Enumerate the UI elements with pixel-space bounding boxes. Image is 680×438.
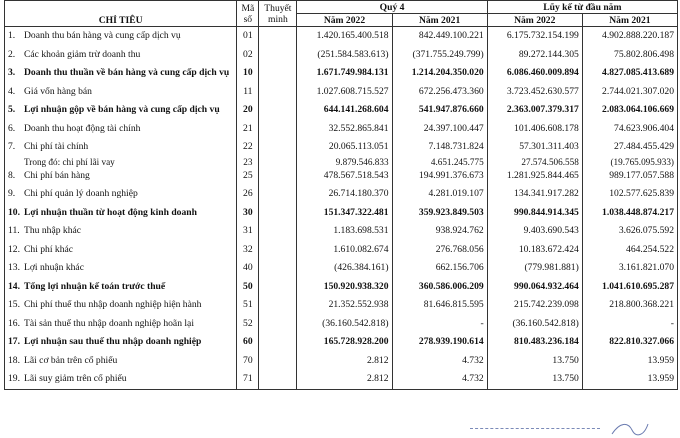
value-q2022: 1.420.165.400.518: [297, 27, 392, 46]
row-label: [5, 333, 237, 352]
row-label-text: Trong đó: chi phí lãi vay: [24, 156, 115, 167]
row-note: [259, 64, 297, 83]
value-q2022: 150.920.938.320: [297, 278, 392, 297]
value-y2022: 134.341.917.282: [487, 185, 582, 204]
row-label-text: Chi phí bán hàng: [24, 169, 90, 181]
value-y2022: 6.175.732.154.199: [487, 27, 582, 46]
row-note: [259, 167, 297, 186]
row-label-text: Giá vốn hàng bán: [24, 85, 92, 97]
value-y2022: 101.406.608.178: [487, 120, 582, 139]
row-index: 2.: [8, 48, 16, 60]
value-q2022: 2.812: [297, 352, 392, 371]
value-y2021: 4.827.085.413.689: [582, 64, 677, 83]
value-y2022: 1.281.925.844.465: [487, 167, 582, 186]
row-index: 9.: [8, 188, 16, 200]
value-y2022: 13.750: [487, 370, 582, 389]
value-y2022: 10.183.672.424: [487, 241, 582, 260]
value-y2021: 2.744.021.307.020: [582, 83, 677, 102]
value-y2022: 990.844.914.345: [487, 204, 582, 223]
header-quy4-2022: Năm 2022: [297, 14, 392, 27]
row-label-text: Lãi suy giảm trên cổ phiếu: [24, 373, 127, 385]
row-index: 10.: [8, 206, 20, 218]
row-note: [259, 296, 297, 315]
row-label: [5, 27, 237, 46]
value-y2022: 27.574.506.558: [487, 157, 582, 167]
header-ma-so-line1: Mã: [241, 2, 255, 14]
header-quy4: Quý 4: [297, 1, 487, 14]
table-row: [5, 101, 678, 120]
value-y2021: 4.902.888.220.187: [582, 27, 677, 46]
header-chi-tieu: CHỈ TIÊU: [5, 1, 237, 27]
value-y2022: 215.742.239.098: [487, 296, 582, 315]
value-q2022: 165.728.928.200: [297, 333, 392, 352]
row-note: [259, 278, 297, 297]
row-code: 52: [237, 315, 259, 334]
value-q2021: 938.924.762: [392, 222, 487, 241]
row-label-text: Chi phí thuế thu nhập doanh nghiệp hiện hành: [24, 299, 202, 311]
table-row: [5, 241, 678, 260]
header-luyke-2022: Năm 2022: [487, 14, 582, 27]
value-y2021: 464.254.522: [582, 241, 677, 260]
value-q2022: (251.584.583.613): [297, 46, 392, 65]
value-q2021: 1.214.204.350.020: [392, 64, 487, 83]
value-q2022: 20.065.113.051: [297, 138, 392, 157]
value-q2022: 26.714.180.370: [297, 185, 392, 204]
row-label-text: Lợi nhuận sau thuế thu nhập doanh nghiệp: [24, 336, 202, 348]
value-q2022: 1.610.082.674: [297, 241, 392, 260]
value-q2021: 4.281.019.107: [392, 185, 487, 204]
header-thuyet-minh: [259, 1, 297, 27]
value-y2021: 3.161.821.070: [582, 259, 677, 278]
table-row: [5, 370, 678, 389]
value-q2021: 541.947.876.660: [392, 101, 487, 120]
row-label: [5, 157, 237, 167]
table-row: [5, 278, 678, 297]
value-q2022: 478.567.518.543: [297, 167, 392, 186]
row-label-text: Doanh thu hoạt động tài chính: [24, 122, 141, 134]
row-code: 70: [237, 352, 259, 371]
value-y2021: 13.959: [582, 352, 677, 371]
row-label: [5, 120, 237, 139]
row-index: 6.: [8, 122, 16, 134]
row-code: 31: [237, 222, 259, 241]
row-label: [5, 222, 237, 241]
value-q2021: 24.397.100.447: [392, 120, 487, 139]
value-q2022: 9.879.546.833: [297, 157, 392, 167]
row-index: 7.: [8, 141, 16, 153]
row-note: [259, 259, 297, 278]
row-label: [5, 64, 237, 83]
row-note: [259, 138, 297, 157]
value-y2021: 822.810.327.066: [582, 333, 677, 352]
row-index: 3.: [8, 67, 16, 79]
header-luy-ke: Lũy kế từ đầu năm: [487, 1, 677, 14]
value-q2021: 4.732: [392, 370, 487, 389]
row-note: [259, 83, 297, 102]
row-code: 50: [237, 278, 259, 297]
value-q2022: 2.812: [297, 370, 392, 389]
row-code: 40: [237, 259, 259, 278]
table-row: [5, 64, 678, 83]
row-index: 16.: [8, 317, 20, 329]
value-y2022: (36.160.542.818): [487, 315, 582, 334]
table-row: [5, 222, 678, 241]
row-code: 25: [237, 167, 259, 186]
row-note: [259, 120, 297, 139]
table-row: [5, 27, 678, 46]
row-label-text: Doanh thu thuần về bán hàng và cung cấp dịch vụ: [24, 67, 230, 79]
row-code: 23: [237, 157, 259, 167]
value-y2021: 989.177.057.588: [582, 167, 677, 186]
row-label: [5, 185, 237, 204]
row-label-text: Chi phí tài chính: [24, 141, 89, 153]
header-ma-so: [237, 1, 259, 27]
row-note: [259, 315, 297, 334]
row-label: [5, 138, 237, 157]
table-row: [5, 120, 678, 139]
signature-stamp-mark: [470, 428, 600, 435]
value-y2022: 6.086.460.009.894: [487, 64, 582, 83]
row-code: 71: [237, 370, 259, 389]
row-note: [259, 370, 297, 389]
value-y2022: 57.301.311.403: [487, 138, 582, 157]
row-label: [5, 259, 237, 278]
value-q2021: 662.156.706: [392, 259, 487, 278]
table-row: [5, 46, 678, 65]
row-index: 11.: [8, 225, 20, 237]
value-q2021: -: [392, 315, 487, 334]
value-q2022: 1.671.749.984.131: [297, 64, 392, 83]
value-q2022: 151.347.322.481: [297, 204, 392, 223]
row-label: [5, 83, 237, 102]
row-label-text: Lợi nhuận khác: [24, 262, 84, 274]
table-row: [5, 352, 678, 371]
value-y2021: 27.484.455.429: [582, 138, 677, 157]
value-y2021: 3.626.075.592: [582, 222, 677, 241]
value-y2021: 75.802.806.498: [582, 46, 677, 65]
row-code: 60: [237, 333, 259, 352]
row-label-text: Lợi nhuận thuần từ hoạt động kinh doanh: [24, 206, 197, 218]
value-y2021: -: [582, 315, 677, 334]
row-code: 22: [237, 138, 259, 157]
row-label: [5, 204, 237, 223]
row-note: [259, 241, 297, 260]
row-note: [259, 333, 297, 352]
value-y2021: 102.577.625.839: [582, 185, 677, 204]
table-body: [5, 27, 678, 390]
row-note: [259, 222, 297, 241]
row-index: 12.: [8, 243, 20, 255]
table-row: [5, 185, 678, 204]
row-label-text: Lợi nhuận gộp về bán hàng và cung cấp dịch vụ: [24, 104, 220, 116]
row-index: 8.: [8, 169, 16, 181]
value-y2022: 990.064.932.464: [487, 278, 582, 297]
table-row: [5, 296, 678, 315]
row-note: [259, 352, 297, 371]
row-label: [5, 278, 237, 297]
table-row: [5, 157, 678, 167]
value-y2022: 9.403.690.543: [487, 222, 582, 241]
value-y2022: 89.272.144.305: [487, 46, 582, 65]
row-code: 51: [237, 296, 259, 315]
row-index: 18.: [8, 354, 20, 366]
row-code: 02: [237, 46, 259, 65]
row-note: [259, 46, 297, 65]
row-index: 13.: [8, 262, 20, 274]
value-y2021: 74.623.906.404: [582, 120, 677, 139]
row-label-text: Doanh thu bán hàng và cung cấp dịch vụ: [24, 30, 181, 42]
value-y2022: 13.750: [487, 352, 582, 371]
row-code: 26: [237, 185, 259, 204]
row-label-text: Tài sản thuế thu nhập doanh nghiệp hoãn lại: [24, 317, 194, 329]
value-y2021: 218.800.368.221: [582, 296, 677, 315]
value-q2022: (36.160.542.818): [297, 315, 392, 334]
value-y2021: 2.083.064.106.669: [582, 101, 677, 120]
row-label: [5, 370, 237, 389]
value-q2022: (426.384.161): [297, 259, 392, 278]
row-index: 4.: [8, 85, 16, 97]
row-code: 11: [237, 83, 259, 102]
header-luyke-2021: Năm 2021: [582, 14, 677, 27]
row-index: 14.: [8, 280, 20, 292]
row-label-text: Các khoản giảm trừ doanh thu: [24, 48, 141, 60]
value-q2022: 32.552.865.841: [297, 120, 392, 139]
value-q2021: 360.586.006.209: [392, 278, 487, 297]
row-label: [5, 46, 237, 65]
row-index: 1.: [8, 30, 16, 42]
value-q2021: 7.148.731.824: [392, 138, 487, 157]
value-q2021: 4.651.245.775: [392, 157, 487, 167]
row-code: 32: [237, 241, 259, 260]
table-row: [5, 138, 678, 157]
row-note: [259, 204, 297, 223]
row-label: [5, 315, 237, 334]
row-index: 15.: [8, 299, 20, 311]
row-label-text: Lãi cơ bản trên cổ phiếu: [24, 354, 118, 366]
row-label: [5, 241, 237, 260]
table-row: [5, 167, 678, 186]
value-q2021: 276.768.056: [392, 241, 487, 260]
value-q2021: 4.732: [392, 352, 487, 371]
value-q2022: 1.027.608.715.527: [297, 83, 392, 102]
table-row: [5, 204, 678, 223]
row-note: [259, 101, 297, 120]
value-q2021: 842.449.100.221: [392, 27, 487, 46]
value-q2022: 1.183.698.531: [297, 222, 392, 241]
value-y2022: 810.483.236.184: [487, 333, 582, 352]
row-label-text: Chi phí quản lý doanh nghiệp: [24, 188, 138, 200]
income-statement-table: [4, 0, 678, 390]
value-q2022: 644.141.268.604: [297, 101, 392, 120]
value-q2021: 278.939.190.614: [392, 333, 487, 352]
row-label: [5, 167, 237, 186]
value-y2022: (779.981.881): [487, 259, 582, 278]
row-label-text: Tổng lợi nhuận kế toán trước thuế: [24, 280, 166, 292]
table-row: [5, 315, 678, 334]
value-q2021: (371.755.249.799): [392, 46, 487, 65]
row-label: [5, 296, 237, 315]
value-y2021: 13.959: [582, 370, 677, 389]
header-thuyet-minh-line1: Thuyết: [264, 2, 292, 14]
row-label: [5, 352, 237, 371]
header-thuyet-minh-line2: minh: [268, 13, 288, 25]
value-q2021: 81.646.815.595: [392, 296, 487, 315]
row-code: 30: [237, 204, 259, 223]
signature-scribble: [610, 418, 650, 438]
row-label-text: Chi phí khác: [24, 243, 74, 255]
row-note: [259, 157, 297, 167]
row-index: 5.: [8, 104, 16, 116]
table-row: [5, 259, 678, 278]
table-row: [5, 83, 678, 102]
row-label: [5, 101, 237, 120]
value-q2022: 21.352.552.938: [297, 296, 392, 315]
row-code: 21: [237, 120, 259, 139]
value-q2021: 672.256.473.360: [392, 83, 487, 102]
row-note: [259, 27, 297, 46]
value-q2021: 359.923.849.503: [392, 204, 487, 223]
row-code: 01: [237, 27, 259, 46]
row-code: 10: [237, 64, 259, 83]
value-q2021: 194.991.376.673: [392, 167, 487, 186]
header-ma-so-line2: số: [243, 13, 253, 25]
table-row: [5, 333, 678, 352]
value-y2021: (19.765.095.933): [582, 157, 677, 167]
value-y2021: 1.038.448.874.217: [582, 204, 677, 223]
value-y2021: 1.041.610.695.287: [582, 278, 677, 297]
row-code: 20: [237, 101, 259, 120]
value-y2022: 3.723.452.630.577: [487, 83, 582, 102]
value-y2022: 2.363.007.379.317: [487, 101, 582, 120]
row-label-text: Thu nhập khác: [24, 225, 82, 237]
row-index: 17.: [8, 336, 20, 348]
row-note: [259, 185, 297, 204]
row-index: 19.: [8, 373, 20, 385]
header-quy4-2021: Năm 2021: [392, 14, 487, 27]
